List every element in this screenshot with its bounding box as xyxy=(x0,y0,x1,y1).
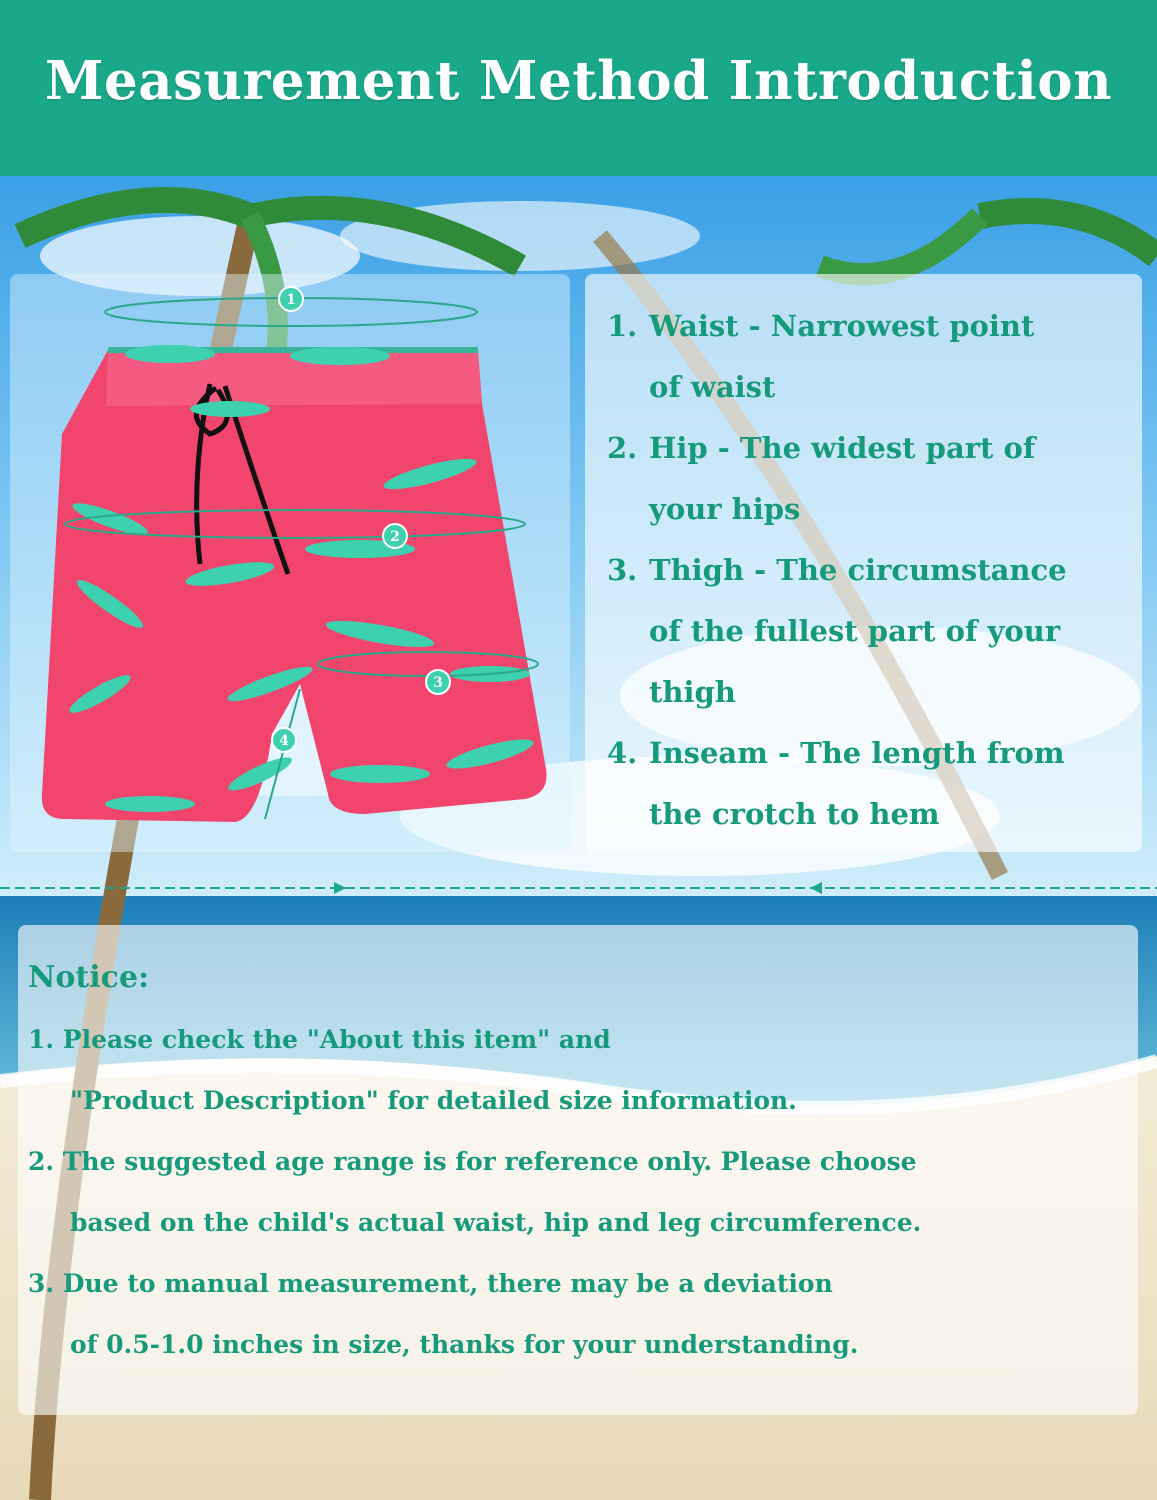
marker-1: 1 xyxy=(286,292,296,308)
arrow-left-icon xyxy=(810,882,822,894)
notice-panel xyxy=(18,925,1138,1415)
notice-item-1: 1. Please check the "About this item" and "Product Description" for detailed size information. xyxy=(28,1025,797,1115)
marker-4: 4 xyxy=(279,733,289,749)
header-banner xyxy=(0,0,1157,176)
marker-2: 2 xyxy=(390,529,400,545)
arrow-right-icon xyxy=(334,882,346,894)
page-title: Measurement Method Introduction xyxy=(44,50,1113,112)
measurement-item-hip: 2. Hip - The widest part of your hips xyxy=(607,431,1036,526)
shorts-measurement-diagram xyxy=(10,274,570,852)
notice-title: Notice: xyxy=(28,960,150,995)
measurement-item-thigh: 3. Thigh - The circumstance of the fullest part of your thigh xyxy=(607,553,1067,709)
measurement-list-panel xyxy=(585,274,1142,852)
notice-item-2: 2. The suggested age range is for reference only. Please choose based on the child's actual waist, hip and leg circumference. xyxy=(28,1147,922,1237)
dashed-divider xyxy=(0,878,1157,898)
marker-3: 3 xyxy=(433,675,443,691)
notice-item-3: 3. Due to manual measurement, there may be a deviation of 0.5-1.0 inches in size, thanks for your understanding. xyxy=(28,1269,859,1359)
measurement-item-inseam: 4. Inseam - The length from the crotch to hem xyxy=(607,736,1065,831)
measurement-item-waist: 1. Waist - Narrowest point of waist xyxy=(607,309,1035,404)
